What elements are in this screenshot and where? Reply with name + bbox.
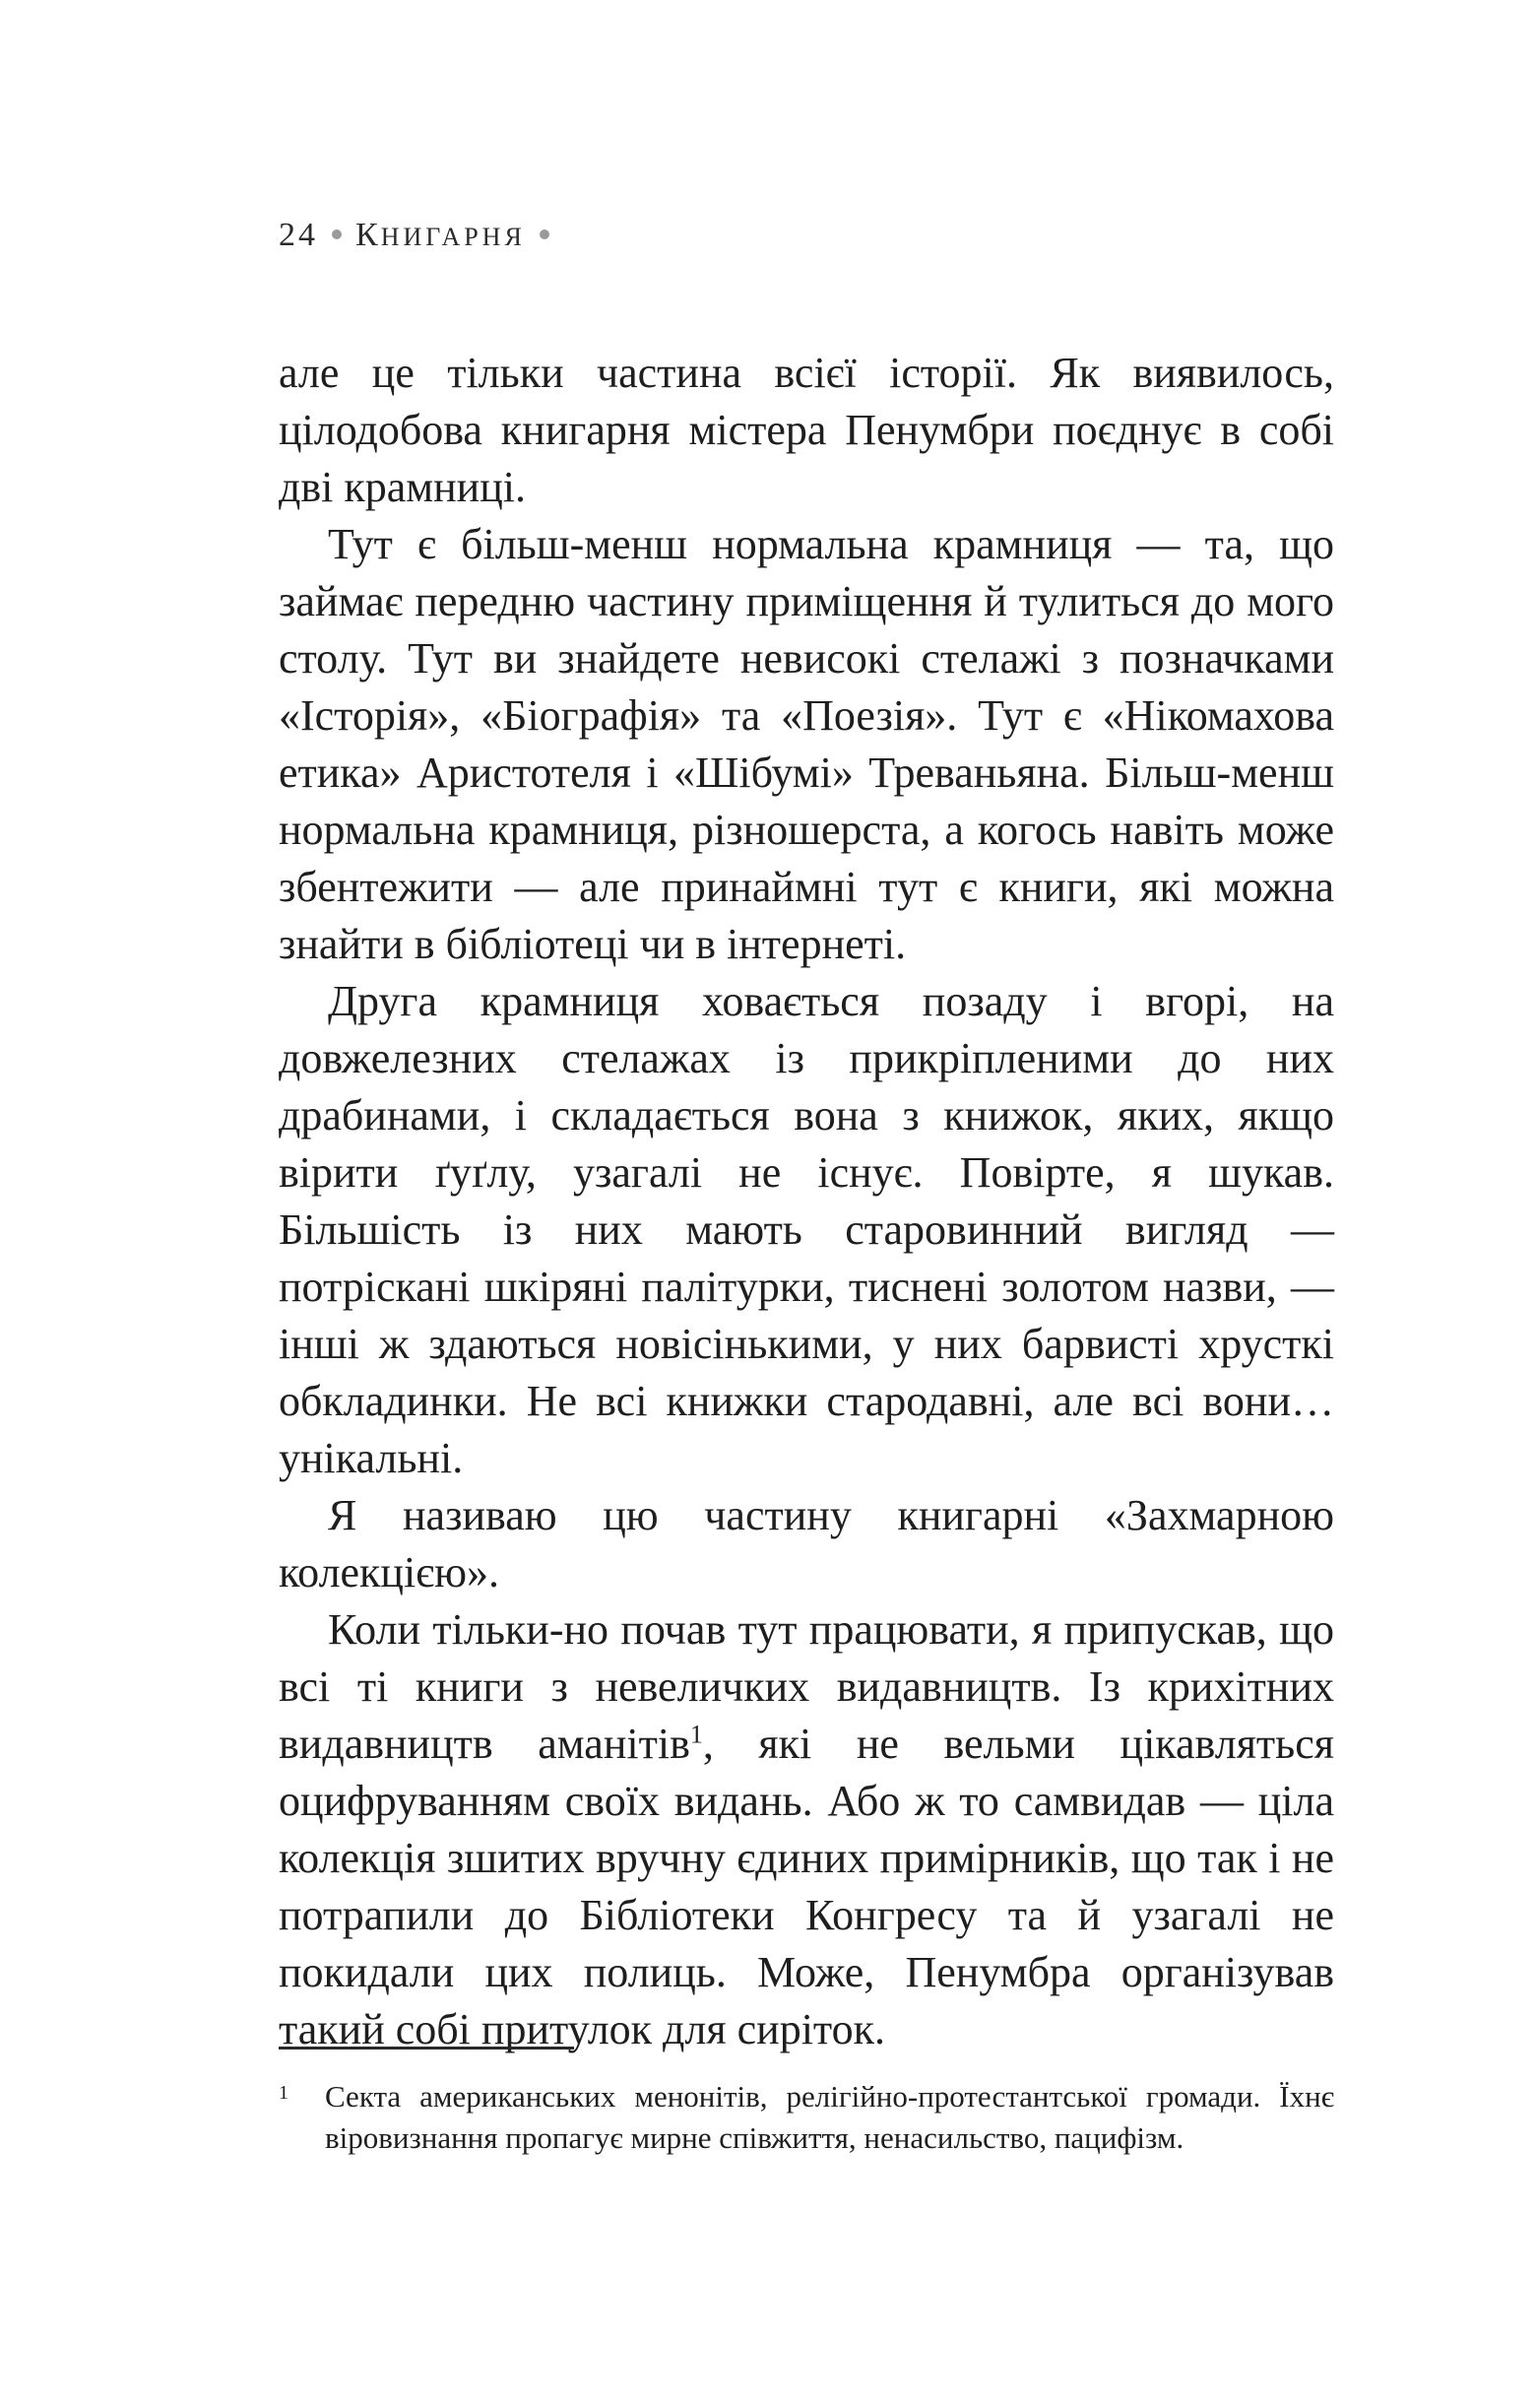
footnote (279, 2076, 1334, 2159)
footnote-text: Секта американських менонітів, релігійно-протестантської громади. Їхнє віровизнання пропагує мирне співжиття, ненасильство, пацифізм. (325, 2079, 1334, 2155)
paragraph: Тут є більш-менш нормальна крамниця — та, що займає передню частину приміщення й тулиться до мого столу. Тут ви знайдете невисокі стелажі з позначками «Історія», «Біографія» та «Поезія». Тут є «Нікомахова етика» Аристотеля і «Шібумі» Треваньяна. Більш-менш нормальна крамниця, різношерста, а когось навіть може збентежити — але принаймні тут є книги, які можна знайти в бібліотеці чи в інтернеті. (279, 520, 1334, 968)
running-head (279, 219, 563, 252)
running-title-rest: НИГАРНЯ (380, 223, 526, 251)
bullet-separator-icon (540, 229, 549, 239)
footnote-divider (279, 2047, 574, 2050)
paragraph (279, 1601, 1334, 2058)
paragraph: Я називаю цю частину книгарні «Захмарною колекцією». (279, 1491, 1334, 1596)
page-number: 24 (279, 217, 318, 253)
paragraph-text: , які не вельми цікавляться оцифруванням своїх видань. Або ж то самвидав — ціла колекція зшитих вручну єдиних примірників, що так і не потрапили до Бібліотеки Конгресу та й узагалі не покидали цих полиць. Може, Пенумбра організував такий собі притулок для сиріток. (279, 1720, 1334, 2053)
bullet-separator-icon (332, 229, 342, 239)
paragraph: Друга крамниця ховається позаду і вгорі, на довжелезних стелажах із прикріпленими до них драбинами, і складається вона з книжок, яких, якщо вірити ґуґлу, узагалі не існує. Повірте, я шукав. Більшість із них мають старовинний вигляд — потріскані шкіряні палітурки, тиснені золотом назви, — інші ж здаються новісінькими, у них барвисті хрусткі обкладинки. Не всі книжки стародавні, але всі вони… унікальні. (279, 977, 1334, 1482)
body-text (279, 345, 1334, 2058)
footnote-reference[interactable]: 1 (689, 1720, 703, 1749)
paragraph: але це тільки частина всієї історії. Як виявилось, цілодобова книгарня містера Пенумбри поєднує в собі дві крамниці. (279, 349, 1334, 511)
paragraph-text: Коли тільки-но почав тут працювати, я припускав, що всі ті книги з невеличких видавництв. Із крихітних видавництв аманітів (279, 1605, 1334, 1768)
running-title-initial: К (355, 217, 381, 253)
footnote-number: 1 (279, 2082, 288, 2104)
